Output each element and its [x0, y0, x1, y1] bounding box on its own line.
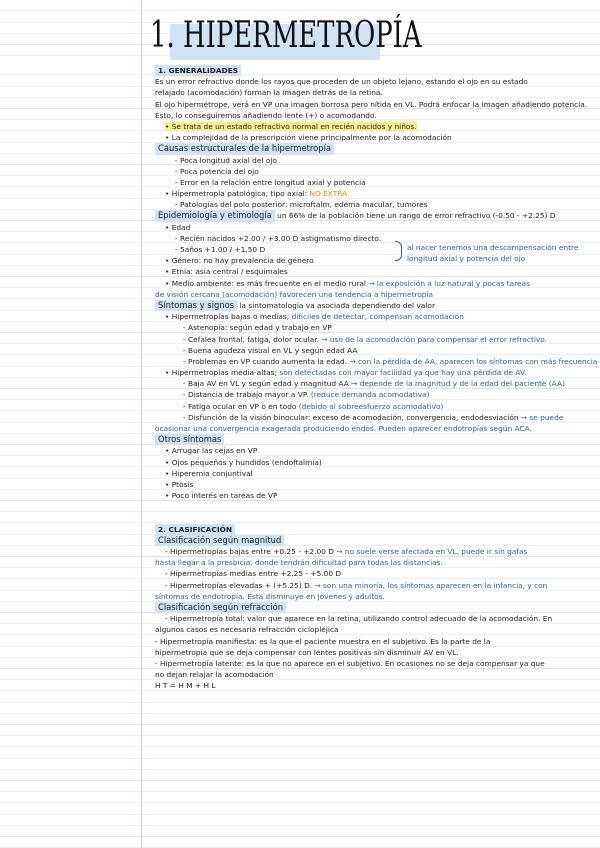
- section-heading-clasificacion: 2. CLASIFICACIÓN: [155, 524, 235, 535]
- list-item: - Poca longitud axial del ojo: [175, 155, 277, 165]
- note-orange: NO EXTRA: [309, 189, 348, 199]
- subheading-magnitud: Clasificación según magnitud: [155, 535, 284, 546]
- note-blue: difíciles de detectar, compensan acomodación: [291, 312, 464, 322]
- formula: H T = H M + H L: [155, 681, 216, 691]
- list-item: - Error en la relación entre longitud axial y potencia: [175, 177, 366, 187]
- list-item: - Hipermetropías medias entre +2.25 - +5.00 D: [165, 569, 342, 579]
- list-item: - Buena agudeza visual en VL y según edad AA: [183, 345, 358, 355]
- list-item: - Hipermetropías elevadas + (+5.25) D.: [165, 580, 313, 590]
- note-blue: → son una minoría, los síntomas aparecen en la infancia, y con: [314, 580, 548, 590]
- bullet-line: • Poco interés en tareas de VP: [165, 491, 278, 501]
- list-item: - Poca potencia del ojo: [175, 166, 259, 176]
- text-line: algunos casos es necesaria refracción ciclopléjica: [155, 625, 339, 635]
- text-line: - Hipermetropía total: valor que aparece en la retina, utilizando control adecuado de la acomodación. En: [165, 614, 553, 624]
- list-item: - Patologías del polo posterior: microftalm, edema macular, tumores: [175, 200, 428, 210]
- text-line: Es un error refractivo donde los rayos que proceden de un objeto lejano, estando el ojo en su estado: [155, 77, 528, 87]
- note-blue: → se puede: [520, 412, 564, 422]
- note-blue: de visión cercana (acomodación) favorecen una tendencia a hipermetropía: [155, 289, 434, 299]
- bullet-line: • Hipermetropía patológica; tipo axial:: [165, 189, 308, 199]
- list-item: - Problemas en VP cuando aumenta la edad.: [183, 356, 348, 366]
- note-blue: son detectadas con mayor facilidad ya que hay una pérdida de AV.: [279, 368, 527, 378]
- bullet-line: • Hipermetropías media-altas;: [165, 368, 278, 378]
- subheading-causas: Causas estructurales de la hipermetropía: [155, 143, 334, 154]
- highlighted-bullet: • Se trata de un estado refractivo normal en recién nacidos y niños.: [165, 121, 417, 131]
- margin-line: [141, 0, 142, 848]
- text-inline: un 66% de la población tiene un rango de error refractivo (-0.50 - +2.25) D: [277, 211, 556, 221]
- list-item: - Distancia de trabajo mayor a VP.: [183, 390, 309, 400]
- note-blue: → no suele verse afectada en VL, puede ir sin gafas: [336, 547, 528, 557]
- list-item: - Disfunción de la visión binocular: exceso de acomodación, convergencia, endodesviación: [183, 412, 519, 422]
- bullet-line: • Ojos pequeños y hundidos (endoftalmia): [165, 457, 322, 467]
- note-blue: síntomas de endotropía. Esta disminuye en jóvenes y adultos.: [155, 591, 385, 601]
- brace-note-line: longitud axial y potencia del ojo: [407, 254, 526, 264]
- list-item: - Astenopía: según edad y trabajo en VP: [183, 323, 332, 333]
- section-heading-generalidades: 1. GENERALIDADES: [155, 65, 241, 76]
- list-item: - Hipermetropías bajas entre +0.25 - +2.00 D: [165, 547, 334, 557]
- note-blue: hasta llegar a la presbicia, donde tendrán dificultad para todas las distancias.: [155, 558, 443, 568]
- list-item: - Fatiga ocular en VP o en todo: [183, 401, 297, 411]
- brace-mark: [395, 241, 402, 261]
- bullet-line: • Etnia: asia central / esquimales: [165, 267, 288, 277]
- notes-content: [155, 65, 598, 692]
- text-line: El ojo hipermétrope, verá en VP una imagen borrosa pero nítida en VL. Podrá enfocar la imagen añadiendo potencia.: [155, 99, 588, 109]
- page-title: 1. HIPERMETROPÍA: [150, 15, 422, 56]
- list-item: - Recién nacidos +2.00 / +3.00 D astigmatismo directo.: [175, 233, 382, 243]
- note-blue: → la exposición a luz natural y pocas tareas: [368, 278, 530, 288]
- bullet-line: • Edad: [165, 222, 191, 232]
- bullet-line: • Hipermetropías bajas o medias;: [165, 312, 290, 322]
- text-line: no dejan relajar la acomodación: [155, 670, 274, 680]
- text-inline: la sintomatología va asociada dependiendo del valor: [239, 300, 435, 310]
- text-line: - Hipermetropía latente: es la que no aparece en el subjetivo. En ocasiones no se deja compensar ya que: [155, 658, 545, 668]
- note-blue: → depende de la magnitud y de la edad del paciente (AA): [351, 379, 565, 389]
- note-blue: (reduce demanda acomodativa): [310, 390, 430, 400]
- note-blue: ocasionar una convergencia exagerada produciendo endos. Pueden aparecer endotropías según ACA.: [155, 424, 532, 433]
- bullet-line: • Medio ambiente: es más frecuente en el medio rural: [165, 278, 366, 288]
- brace-note: [407, 242, 578, 264]
- text-line: hipermetropía que se deja compensar con lentes positivas sin disminuir AV en VL.: [155, 647, 459, 657]
- bullet-line: • Género: no hay prevalencia de género: [165, 256, 314, 266]
- list-item: - Baja AV en VL y según edad y magnitud AA: [183, 379, 349, 389]
- list-item: - Cefalea frontal, fatiga, dolor ocular.: [183, 334, 319, 344]
- note-blue: → uso de la acomodación para compensar el error refractivo.: [321, 334, 548, 344]
- list-item: - 5años +1.00 / +1.50 D: [175, 245, 266, 254]
- text-line: - Hipermetropía manifiesta: es la que el paciente muestra en el subjetivo. Es la parte de la: [155, 636, 491, 646]
- bullet-line: • Hiperemia conjuntival: [165, 468, 253, 478]
- text-line: relajado (acomodación) forman la imagen detrás de la retina.: [155, 88, 383, 98]
- bullet-line: • La complejidad de la prescripción viene principalmente por la acomodación: [165, 133, 452, 143]
- text-line: Esto, lo conseguiremos añadiendo lente (+) o acomodando.: [155, 110, 377, 120]
- note-blue: → con la pérdida de AA, aparecen los síntomas con más frecuencia: [349, 356, 598, 366]
- subheading-otros-sintomas: Otros síntomas: [155, 434, 224, 445]
- bullet-line: • Ptosis: [165, 479, 194, 489]
- bullet-line: • Arrugar las cejas en VP: [165, 446, 258, 456]
- note-blue: (debido al sobreesfuerzo acomodativo): [298, 401, 444, 411]
- brace-note-line: al nacer tenemos una descompensación entre: [407, 243, 579, 252]
- subheading-refraccion: Clasificación según refracción: [155, 602, 286, 613]
- subheading-epidemiologia: Epidemiología y etimología: [155, 210, 275, 221]
- title-block: [150, 6, 527, 66]
- subheading-sintomas: Síntomas y signos: [155, 300, 237, 311]
